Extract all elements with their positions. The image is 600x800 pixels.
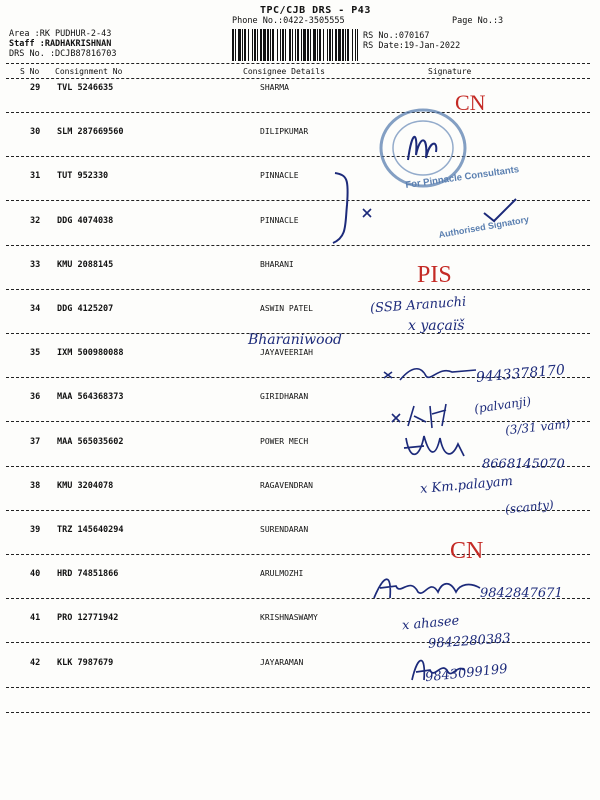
row-consignee: DILIPKUMAR <box>260 127 309 137</box>
row-sno: 33 <box>30 259 41 270</box>
barcode-bar <box>270 29 271 61</box>
barcode-bar <box>317 29 318 61</box>
row-consignment: KMU 2088145 <box>57 259 114 270</box>
pis-mark: PIS <box>417 262 452 288</box>
column-divider <box>6 78 590 79</box>
column-consignee: Consignee Details <box>243 67 325 76</box>
row-consignment: TVL 5246635 <box>57 83 114 93</box>
row-divider <box>6 245 590 246</box>
row-divider <box>6 156 590 157</box>
barcode-bar <box>345 29 346 61</box>
table-row <box>0 257 600 301</box>
handwriting-row36-a: (palvanji) <box>473 394 532 416</box>
barcode-bar <box>295 29 296 61</box>
row-divider <box>6 289 590 290</box>
row-sno: 30 <box>30 127 41 138</box>
header-divider <box>6 63 590 64</box>
row-consignment: TRZ 145640294 <box>57 525 124 535</box>
row-consignment: DDG 4074038 <box>57 215 114 226</box>
table-row <box>0 522 600 566</box>
barcode-bar <box>310 29 311 61</box>
drs-number: DRS No. :DCJB87816703 <box>9 49 117 59</box>
barcode-bar <box>277 29 278 61</box>
barcode-bar <box>244 29 246 61</box>
handwriting-row38-b: (scanty) <box>504 497 555 517</box>
barcode-bar <box>254 29 256 61</box>
barcode-bar <box>338 29 341 61</box>
barcode <box>232 29 358 61</box>
barcode-bar <box>263 29 266 61</box>
barcode-bar <box>335 29 337 61</box>
document-title: TPC/CJB DRS - P43 <box>260 5 371 16</box>
barcode-bar <box>307 29 309 61</box>
row-consignee: BHARANI <box>260 259 294 269</box>
row-sno: 37 <box>30 436 41 447</box>
phone-number: Phone No.:0422-3505555 <box>232 16 345 26</box>
handwriting-row34-a: (SSB Aranuchi <box>369 294 467 317</box>
column-signature: Signature <box>428 67 472 76</box>
signature-row35 <box>380 358 480 390</box>
barcode-bar <box>267 29 269 61</box>
barcode-bar <box>285 29 286 61</box>
barcode-bar <box>297 29 299 61</box>
footer-divider <box>6 712 590 713</box>
barcode-bar <box>232 29 234 61</box>
barcode-bar <box>352 29 353 61</box>
rs-number: RS No.:070167 <box>363 31 430 41</box>
barcode-bar <box>327 29 328 61</box>
row-consignee: PINNACLE <box>260 215 299 225</box>
row-consignee: POWER MECH <box>260 436 309 446</box>
barcode-bar <box>252 29 253 61</box>
row-consignment: TUT 952330 <box>57 171 109 182</box>
row-consignment: SLM 287669560 <box>57 127 124 138</box>
row-divider <box>6 421 590 422</box>
check-mark <box>480 195 520 225</box>
row-sno: 34 <box>30 304 41 314</box>
cn-mark-2: CN <box>450 538 484 564</box>
barcode-bar <box>303 29 306 61</box>
row-consignment: KLK 7987679 <box>57 657 114 668</box>
handwriting-row36-b: (3/31 vam) <box>504 416 571 438</box>
barcode-bar <box>292 29 293 61</box>
barcode-bar <box>301 29 302 61</box>
row-consignee: ASWIN PATEL <box>260 304 313 313</box>
barcode-bar <box>329 29 331 61</box>
stamp-text-company: For Pinnacle Consultants <box>404 164 520 191</box>
handwriting-phone-42: 9843099199 <box>424 661 509 686</box>
barcode-bar <box>242 29 243 61</box>
barcode-bar <box>260 29 262 61</box>
table-row <box>0 655 600 699</box>
row-sno: 36 <box>30 392 41 403</box>
bracket-mark <box>325 165 385 250</box>
page-number: Page No.:3 <box>452 16 504 26</box>
barcode-bar <box>355 29 356 61</box>
barcode-bar <box>357 29 358 61</box>
row-sno: 42 <box>30 657 41 668</box>
signature-row37 <box>400 428 470 468</box>
barcode-bar <box>332 29 333 61</box>
table-row <box>0 124 600 168</box>
row-consignment: KMU 3204078 <box>57 480 114 491</box>
row-consignment: IXM 500980088 <box>57 348 124 359</box>
row-sno: 29 <box>30 83 41 93</box>
barcode-bar <box>272 29 274 61</box>
handwriting-bharani: Bharaniwood <box>248 332 342 348</box>
row-divider <box>6 687 590 688</box>
handwriting-phone-41: 9842280383 <box>427 631 512 652</box>
row-consignee: JAYARAMAN <box>260 657 304 667</box>
barcode-bar <box>313 29 316 61</box>
row-consignee: KRISHNASWAMY <box>260 613 318 623</box>
row-consignment: MAA 564368373 <box>57 392 124 403</box>
row-consignee: ARULMOZHI <box>260 569 304 579</box>
row-consignee: PINNACLE <box>260 171 299 181</box>
row-divider <box>6 554 590 555</box>
handwriting-row34-b: x yaçaïš <box>408 318 465 334</box>
area-label: Area :RK PUDHUR-2-43 <box>9 29 112 39</box>
staff-label: Staff :RADHAKRISHNAN <box>9 39 112 49</box>
row-consignment: HRD 74851866 <box>57 569 119 580</box>
barcode-bar <box>280 29 281 61</box>
row-divider <box>6 112 590 113</box>
barcode-bar <box>323 29 324 61</box>
barcode-bar <box>342 29 344 61</box>
row-sno: 39 <box>30 525 41 535</box>
barcode-bar <box>319 29 321 61</box>
row-divider <box>6 510 590 511</box>
row-consignee: SHARMA <box>260 83 289 92</box>
handwriting-row41-a: x ahasee <box>401 613 460 634</box>
row-sno: 35 <box>30 348 41 359</box>
row-consignee: JAYAVEERIAH <box>260 348 313 358</box>
column-consignment: Consignment No <box>55 67 123 76</box>
row-consignee: RAGAVENDRAN <box>260 480 313 490</box>
cn-mark-1: CN <box>455 90 486 115</box>
barcode-bar <box>289 29 291 61</box>
row-sno: 41 <box>30 613 41 624</box>
row-sno: 40 <box>30 569 41 580</box>
handwriting-phone-37: 8668145070 <box>482 457 565 472</box>
handwriting-row38-a: x Km.palayam <box>419 473 514 498</box>
barcode-bar <box>248 29 249 61</box>
barcode-bar <box>235 29 236 61</box>
row-consignment: DDG 4125207 <box>57 304 114 314</box>
rs-date: RS Date:19-Jan-2022 <box>363 41 461 51</box>
barcode-bar <box>257 29 258 61</box>
stamp-text-signatory: Authorised Signatory <box>437 214 530 240</box>
row-consignee: SURENDARAN <box>260 525 309 534</box>
table-row <box>0 80 600 124</box>
column-sno: S No <box>20 67 40 76</box>
barcode-bar <box>282 29 284 61</box>
barcode-bar <box>238 29 241 61</box>
row-sno: 38 <box>30 480 41 491</box>
handwriting-phone-40: 9842847671 <box>480 586 563 601</box>
handwriting-phone-35: 9443378170 <box>475 362 566 386</box>
row-consignment: PRO 12771942 <box>57 613 119 624</box>
row-consignee: GIRIDHARAN <box>260 392 309 402</box>
row-sno: 31 <box>30 171 41 182</box>
row-consignment: MAA 565035602 <box>57 436 124 447</box>
barcode-bar <box>347 29 349 61</box>
row-sno: 32 <box>30 215 41 226</box>
